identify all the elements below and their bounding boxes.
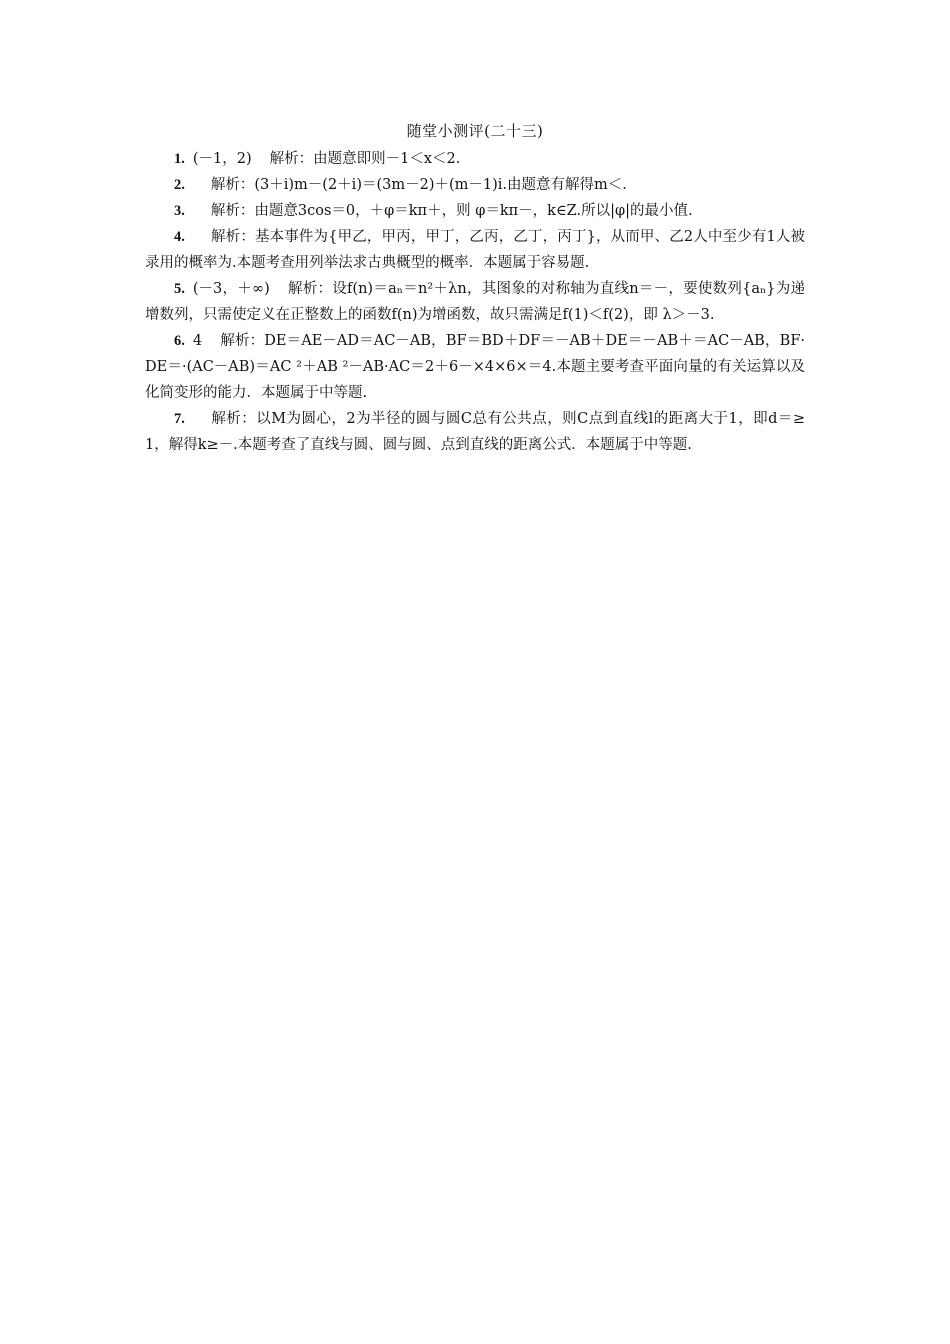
item-number: 4. xyxy=(174,229,185,245)
item-explanation: 解析：基本事件为{甲乙，甲丙，甲丁，乙丙，乙丁，丙丁}，从而甲、乙2人中至少有1人被录用的概率为.本题考查用列举法求古典概型的概率．本题属于容易题. xyxy=(145,229,805,271)
item-explanation: 解析：(3＋i)m－(2＋i)＝(3m－2)＋(m－1)i.由题意有解得m＜. xyxy=(210,177,627,193)
answer-item-3 xyxy=(145,198,805,224)
item-answer: (－1，2) xyxy=(192,151,252,167)
item-answer: 4 xyxy=(192,333,203,349)
item-explanation: 解析：由题意即则－1＜x＜2. xyxy=(269,151,461,167)
answer-item-5 xyxy=(145,276,805,328)
item-number: 2. xyxy=(174,177,185,193)
item-answer: (－3，＋∞) xyxy=(192,281,270,297)
item-number: 1. xyxy=(174,151,185,167)
item-explanation: 解析：以M为圆心，2为半径的圆与圆C总有公共点，则C点到直线l的距离大于1，即d＝≥1，解得k≥－.本题考查了直线与圆、圆与圆、点到直线的距离公式．本题属于中等题. xyxy=(145,411,805,453)
answer-item-2 xyxy=(145,172,805,198)
item-explanation: 解析：由题意3cos＝0，＋φ＝kπ＋，则 φ＝kπ－，k∈Z.所以|φ|的最小值. xyxy=(210,203,693,219)
answer-item-4 xyxy=(145,224,805,276)
item-number: 6. xyxy=(174,333,185,349)
item-number: 3. xyxy=(174,203,185,219)
document-page xyxy=(145,118,805,458)
answer-item-1 xyxy=(145,146,805,172)
item-explanation: 解析：设f(n)＝aₙ＝n²＋λn，其图象的对称轴为直线n＝－，要使数列{aₙ}为递增数列，只需使定义在正整数上的函数f(n)为增函数，故只需满足f(1)＜f(2)，即 λ＞－3. xyxy=(145,281,805,323)
item-explanation: 解析：DE＝AE－AD＝AC－AB，BF＝BD＋DF＝－AB＋DE＝－AB＋＝AC－AB，BF·DE＝·(AC－AB)＝AC ²＋AB ²－AB·AC＝2＋6－×4×6×＝4.本题主要考查平面向量的有关运算以及化简变形的能力．本题属于中等题. xyxy=(145,333,805,401)
item-number: 5. xyxy=(174,281,185,297)
answer-item-7 xyxy=(145,406,805,458)
item-number: 7. xyxy=(174,411,185,427)
answer-item-6 xyxy=(145,328,805,406)
document-title: 随堂小测评(二十三) xyxy=(406,122,544,140)
